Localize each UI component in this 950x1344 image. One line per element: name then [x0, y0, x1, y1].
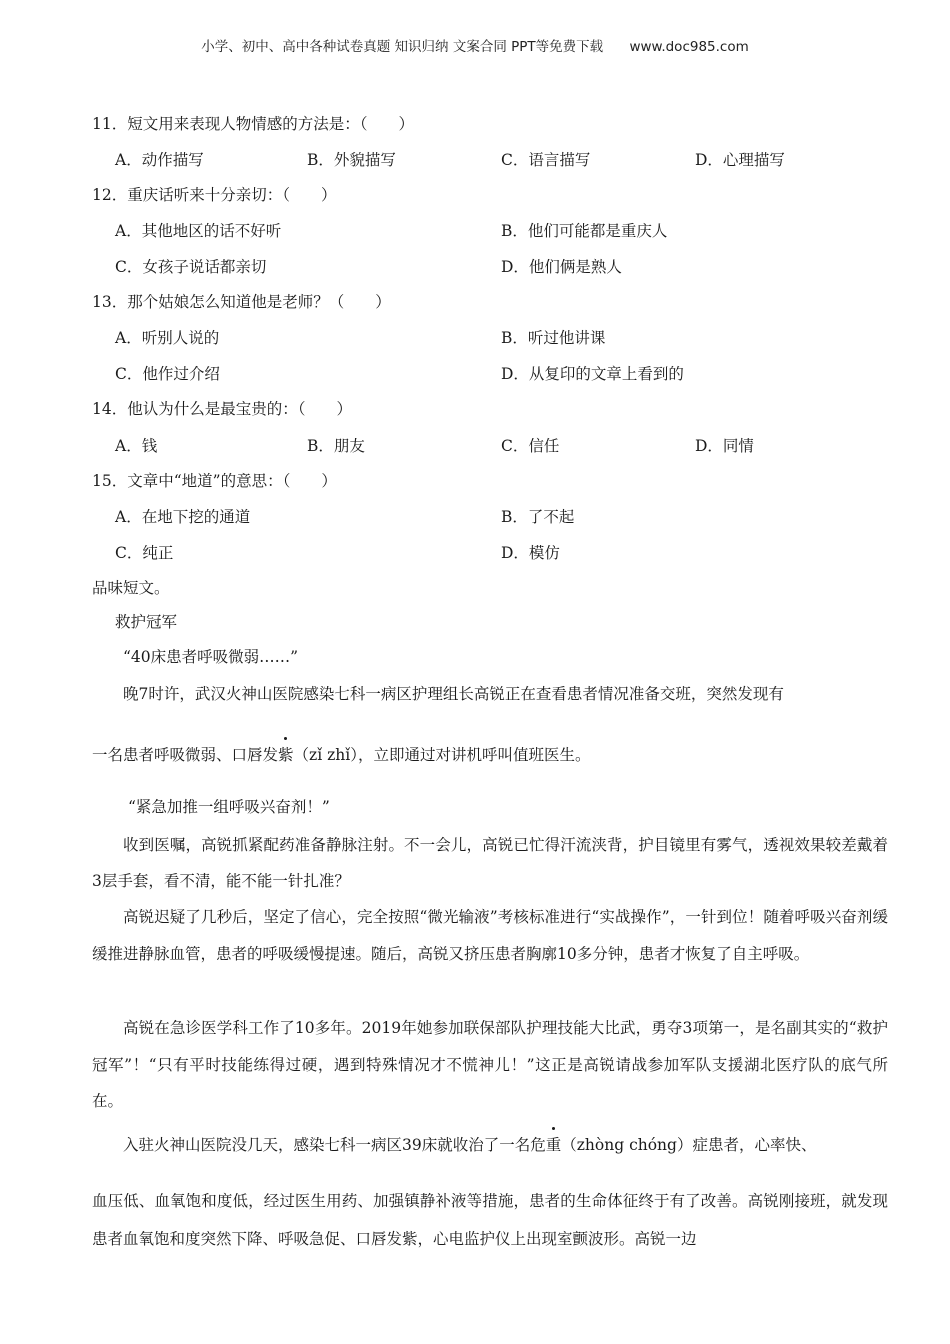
- question-stem: 12．重庆话听来十分亲切：（ ）: [92, 186, 337, 204]
- text-span: 入驻火神山医院没几天，感染七科一病区39床就收治了一名危: [123, 1136, 546, 1154]
- option-a: A．在地下挖的通道: [115, 508, 251, 526]
- text-span: （zǐ zhǐ），立即通过对讲机呼叫值班医生。: [293, 746, 591, 764]
- option-d: D．同情: [695, 437, 754, 455]
- article-paragraph: 高锐迟疑了几秒后，坚定了信心，完全按照“微光输液”考核标准进行“实战操作”，一针到位！随着呼吸兴奋剂缓缓推进静脉血管，患者的呼吸缓慢提速。随后，高锐又挤压患者胸廓10多分钟，患者才恢复了自主呼吸。: [92, 908, 888, 963]
- option-b: B．他们可能都是重庆人: [501, 222, 668, 240]
- article-paragraph: 收到医嘱，高锐抓紧配药准备静脉注射。不一会儿，高锐已忙得汗流浃背，护目镜里有雾气，透视效果较差戴着3层手套，看不清，能不能一针扎准？: [92, 836, 888, 890]
- header-text: 小学、初中、高中各种试卷真题 知识归纳 文案合同 PPT等免费下载: [201, 39, 604, 55]
- emphasized-char: 重: [546, 1133, 562, 1155]
- option-b: B．了不起: [501, 508, 575, 526]
- header-url[interactable]: www.doc985.com: [629, 39, 749, 55]
- article-paragraph-line: 晚7时许，武汉火神山医院感染七科一病区护理组长高锐正在查看患者情况准备交班，突然发现有: [123, 685, 784, 703]
- article-paragraph-line: [92, 743, 590, 765]
- question-stem: 15．文章中“地道”的意思：（ ）: [92, 472, 337, 490]
- option-b: B．外貌描写: [307, 151, 396, 169]
- article-paragraph-line: [123, 1133, 816, 1155]
- question-stem: 11．短文用来表现人物情感的方法是：（ ）: [92, 115, 414, 133]
- option-c: C．语言描写: [501, 151, 591, 169]
- option-b: B．朋友: [307, 437, 365, 455]
- option-d: D．他们俩是熟人: [501, 258, 622, 276]
- article-paragraph: 血压低、血氧饱和度低，经过医生用药、加强镇静补液等措施，患者的生命体征终于有了改善。高锐刚接班，就发现患者血氧饱和度突然下降、呼吸急促、口唇发紫，心电监护仪上出现室颤波形。高锐一边: [92, 1192, 888, 1248]
- section-intro: 品味短文。: [92, 579, 170, 597]
- option-c: C．女孩子说话都亲切: [115, 258, 267, 276]
- option-a: A．钱: [115, 437, 158, 455]
- article-quote: “紧急加推一组呼吸兴奋剂！”: [128, 798, 330, 816]
- option-d: D．模仿: [501, 544, 560, 562]
- question-stem: 13．那个姑娘怎么知道他是老师？（ ）: [92, 293, 391, 311]
- page-header: [0, 35, 950, 55]
- article-quote: “40床患者呼吸微弱……”: [123, 648, 299, 666]
- option-a: A．听别人说的: [115, 329, 220, 347]
- option-c: C．信任: [501, 437, 560, 455]
- emphasized-char: 紫: [278, 743, 294, 765]
- option-a: A．其他地区的话不好听: [115, 222, 282, 240]
- option-a: A．动作描写: [115, 151, 204, 169]
- option-c: C．纯正: [115, 544, 174, 562]
- article-paragraph: 高锐在急诊医学科工作了10多年。2019年她参加联保部队护理技能大比武，勇夺3项第一，是名副其实的“救护冠军”！“只有平时技能练得过硬，遇到特殊情况才不慌神儿！”这正是高锐请战参加军队支援湖北医疗队的底气所在。: [92, 1019, 888, 1110]
- option-c: C．他作过介绍: [115, 365, 220, 383]
- article-title: 救护冠军: [115, 613, 178, 631]
- question-stem: 14．他认为什么是最宝贵的：（ ）: [92, 400, 352, 418]
- text-span: 一名患者呼吸微弱、口唇发: [92, 746, 279, 764]
- option-d: D．从复印的文章上看到的: [501, 365, 684, 383]
- option-b: B．听过他讲课: [501, 329, 606, 347]
- option-d: D．心理描写: [695, 151, 785, 169]
- text-span: （zhòng chóng）症患者，心率快、: [561, 1136, 817, 1154]
